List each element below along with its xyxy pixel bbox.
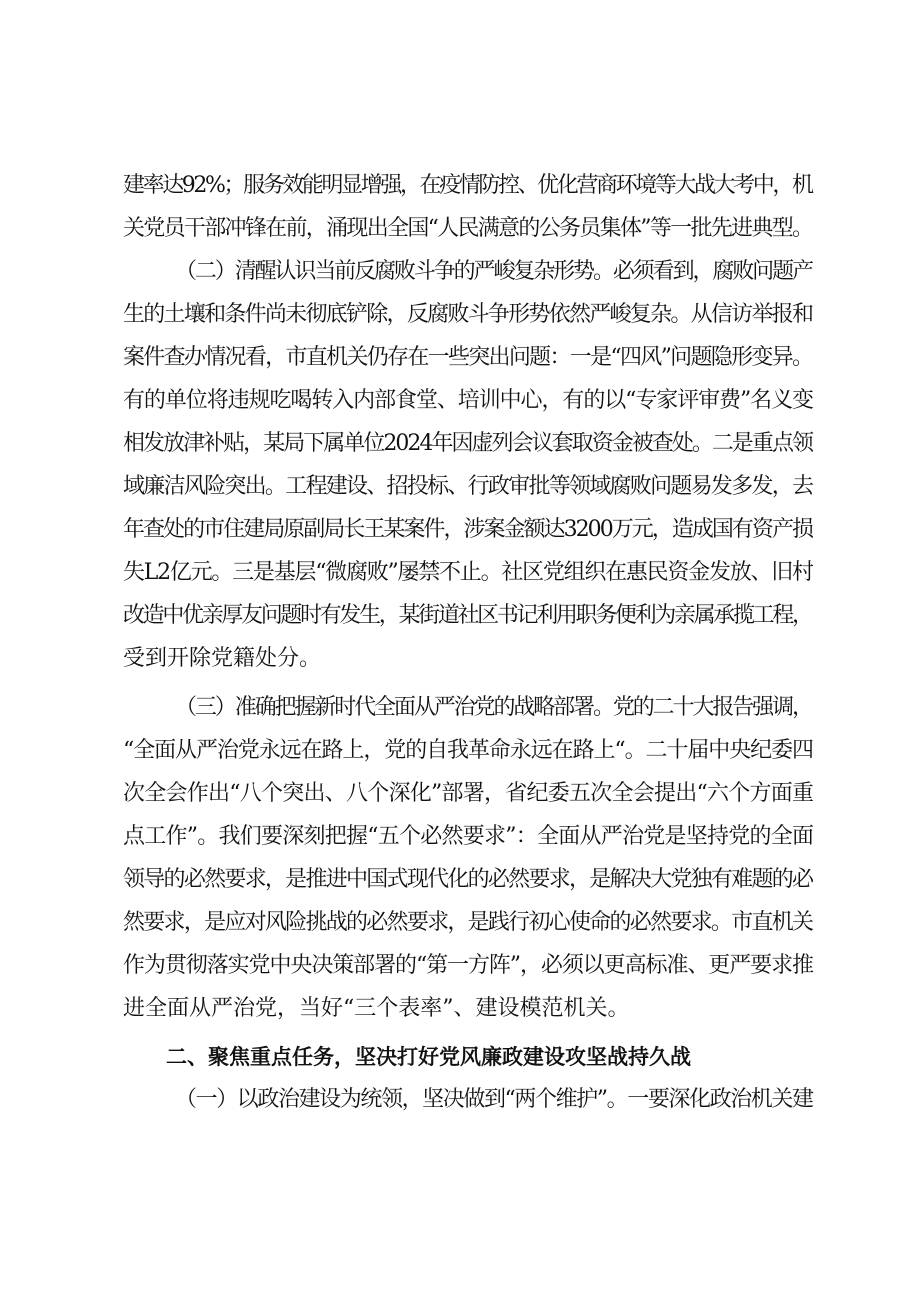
line-text: 进全面从严治党，当好“三个表率”、建设模范机关。: [123, 996, 630, 1021]
line-text: （一）以政治建设为统领，坚决做到“两个维护”。一要深化政治机关建: [175, 1087, 813, 1112]
line-text: 案件查办情况看，市直机关仍存在一些突出问题：一是“四风”问题隐形变异。: [123, 345, 813, 370]
line-text: 失L2亿元。三是基层“微腐败”屡禁不止。社区党组织在惠民资金发放、旧村: [123, 560, 813, 585]
line-text: （三）准确把握新时代全面从严治党的战略部署。党的二十大报告强调，: [175, 695, 812, 720]
line-text: “全面从严治党永远在路上，党的自我革命永远在路上“。二十届中央纪委四: [123, 738, 813, 763]
text-line: [0, 860, 920, 900]
line-text: 建率达92%；服务效能明显增强，在疫情防控、优化营商环境等大战大考中，机: [123, 173, 812, 198]
text-line: [0, 731, 920, 771]
text-line: [0, 553, 920, 593]
text-line: [0, 946, 920, 986]
text-line: [0, 166, 920, 206]
text-line: [0, 774, 920, 814]
heading-text: 二、聚焦重点任务，坚决打好党风廉政建设攻坚战持久战: [166, 1045, 691, 1069]
line-text: 关党员干部冲锋在前，涌现出全国“人民满意的公务员集体”等一批先进典型。: [123, 216, 813, 241]
line-text: 点工作”。我们要深刻把握“五个必然要求”：全面从严治党是坚持党的全面: [123, 824, 814, 849]
text-line: [0, 510, 920, 550]
text-line: [0, 596, 920, 636]
line-text: （二）清醒认识当前反腐败斗争的严峻复杂形势。必须看到，腐败问题产: [175, 259, 812, 284]
section-heading: [0, 1037, 920, 1077]
line-text: 域廉洁风险突出。工程建设、招投标、行政审批等领域腐败问题易发多发，去: [123, 474, 813, 499]
text-line: [0, 424, 920, 464]
line-text: 次全会作出“八个突出、八个深化”部署，省纪委五次全会提出“六个方面重: [123, 781, 814, 806]
line-text: 改造中优亲厚友问题时有发生，某街道社区书记利用职务便利为亲属承揽工程，: [123, 603, 812, 628]
line-text: 相发放津补贴，某局下属单位2024年因虚列会议套取资金被查处。二是重点领: [123, 431, 813, 456]
line-text: 受到开除党籍处分。: [123, 646, 322, 671]
text-line: [0, 989, 920, 1029]
text-line: [0, 1080, 920, 1120]
line-text: 作为贯彻落实党中央决策部署的“第一方阵”，必须以更高标准、更严要求推: [123, 953, 813, 978]
text-line: [0, 639, 920, 679]
line-text: 生的土壤和条件尚未彻底铲除，反腐败斗争形势依然严峻复杂。从信访举报和: [123, 302, 813, 327]
line-text: 年查处的市住建局原副局长王某案件，涉案金额达3200万元，造成国有资产损: [123, 517, 813, 542]
line-text: 领导的必然要求，是推进中国式现代化的必然要求，是解决大党独有难题的必: [123, 867, 813, 892]
text-line: [0, 338, 920, 378]
text-line: [0, 467, 920, 507]
text-line: [0, 252, 920, 292]
text-line: [0, 295, 920, 335]
text-line: [0, 381, 920, 421]
line-text: 然要求，是应对风险挑战的必然要求，是践行初心使命的必然要求。市直机关: [123, 910, 813, 935]
text-line: [0, 688, 920, 728]
text-line: [0, 817, 920, 857]
line-text: 有的单位将违规吃喝转入内部食堂、培训中心，有的以“专家评审费”名义变: [123, 388, 813, 413]
text-line: [0, 209, 920, 249]
text-line: [0, 903, 920, 943]
